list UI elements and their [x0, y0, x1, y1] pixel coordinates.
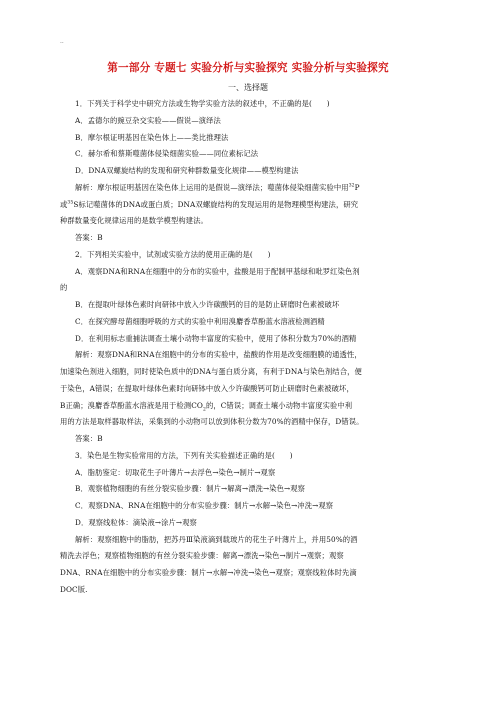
q2-option-a-cont: 的 — [60, 283, 68, 293]
q2-explanation-line: 于染色，A错误；在提取叶绿体色素时向研钵中放入少许碳酸钙可防止研磨时色素被破坏， — [60, 383, 354, 393]
isotope-35: 35 — [67, 200, 74, 206]
isotope-32: 32 — [348, 183, 355, 189]
q2-option-d: D．在利用标志重捕法调查土壤小动物丰富度的实验中，使用了体积分数为70%的酒精 — [75, 333, 357, 343]
q1-explanation-line — [60, 180, 438, 197]
q3-option-b: B．观察植物细胞的有丝分裂实验步骤：制片→解离→漂洗→染色→观察 — [75, 484, 306, 494]
element-p: P — [354, 182, 360, 192]
q2-explanation-line: 加速染色剂进入细胞，同时使染色质中的DNA与蛋白质分离，有利于DNA与染色剂结合，便 — [60, 367, 362, 376]
q2-explanation-line: 用的方法是取样器取样法，采集到的小动物可以放到体积分数为70%的酒精中保存，D错误。 — [60, 417, 364, 427]
q1-explanation-text: 或 — [60, 199, 68, 209]
q1-stem: 1．下列关于科学史中研究方法或生物学实验方法的叙述中，不正确的是( ) — [75, 99, 330, 108]
q1-explanation-line: 种群数量变化规律运用的是数学模型构建法。 — [60, 216, 208, 226]
q1-explanation-text: 解析：摩尔根证明基因在染色体上运用的是假说—演绎法；噬菌体侵染细菌实验中用 — [75, 182, 349, 192]
q3-stem: 3．染色是生物实验常用的方法，下列有关实验描述正确的是( ) — [75, 450, 293, 460]
document-body — [60, 96, 438, 599]
q3-explanation-line: DNA、RNA在细胞中的分布实验步骤：制片→水解→冲洗→染色→观察；观察线粒体时先滴 — [60, 568, 357, 577]
q1-option-d: D．DNA双螺旋结构的发现和研究种群数量变化规律——模型构建法 — [75, 166, 299, 175]
document-title: 第一部分 专题七 实验分析与实验探究 实验分析与实验探究 — [107, 62, 389, 74]
co2-subscript: 2 — [202, 406, 206, 412]
q1-option-a: A．孟德尔的豌豆杂交实验——假说—演绎法 — [75, 115, 221, 125]
q2-explanation-line: 解析：观察DNA和RNA在细胞中的分布的实验中，盐酸的作用是改变细胞膜的通透性， — [75, 350, 362, 360]
q1-option-c: C．赫尔希和蔡斯噬菌体侵染细菌实验——同位素标记法 — [75, 149, 259, 159]
q2-explanation-text: 的，C错误；调查土壤小动物丰富度实验中利 — [205, 400, 353, 410]
q2-explanation-line — [60, 398, 438, 415]
header-mark: .. — [60, 38, 64, 45]
q2-option-b: B．在提取叶绿体色素时向研钵中放入少许碳酸钙的目的是防止研磨时色素被破坏 — [75, 300, 340, 309]
q1-option-b: B．摩尔根证明基因在染色体上——类比推理法 — [75, 132, 229, 142]
q1-explanation-text: S标记噬菌体的DNA或蛋白质；DNA双螺旋结构的发现运用的是物理模型构建法，研究 — [73, 199, 359, 209]
q3-option-d: D．观察线粒体：滴染液→涂片→观察 — [75, 517, 197, 527]
q2-option-c: C．在探究酵母菌细胞呼吸的方式的实验中利用溴麝香草酚蓝水溶液检测酒精 — [75, 316, 325, 326]
q3-option-a: A．脂肪鉴定：切取花生子叶薄片→去浮色→染色→制片→观察 — [75, 467, 276, 477]
q3-explanation-line: 精洗去浮色；观察植物细胞的有丝分裂实验步骤：解离→漂洗→染色→制片→观察；观察 — [60, 551, 344, 561]
q3-explanation-line: DOC版. — [60, 584, 88, 594]
q2-explanation-text: B正确；溴麝香草酚蓝水溶液是用于检测CO — [60, 400, 203, 410]
q1-answer: 答案：B — [75, 233, 103, 242]
q3-explanation-line: 解析：观察细胞中的脂肪，把苏丹Ⅲ染液滴到载玻片的花生子叶薄片上，并用50%的酒 — [75, 534, 358, 544]
q2-answer: 答案：B — [75, 434, 103, 443]
q2-stem: 2．下列相关实验中，试剂或实验方法的使用正确的是( ) — [75, 249, 271, 259]
q3-option-c: C．观察DNA、RNA在细胞中的分布实验步骤：制片→水解→染色→冲洗→观察 — [75, 501, 334, 510]
section-heading: 一、选择题 — [228, 83, 268, 92]
q1-explanation-line — [60, 197, 438, 214]
q2-option-a: A．观察DNA和RNA在细胞中的分布的实验中，盐酸是用于配制甲基绿和吡罗红染色剂 — [75, 266, 360, 276]
